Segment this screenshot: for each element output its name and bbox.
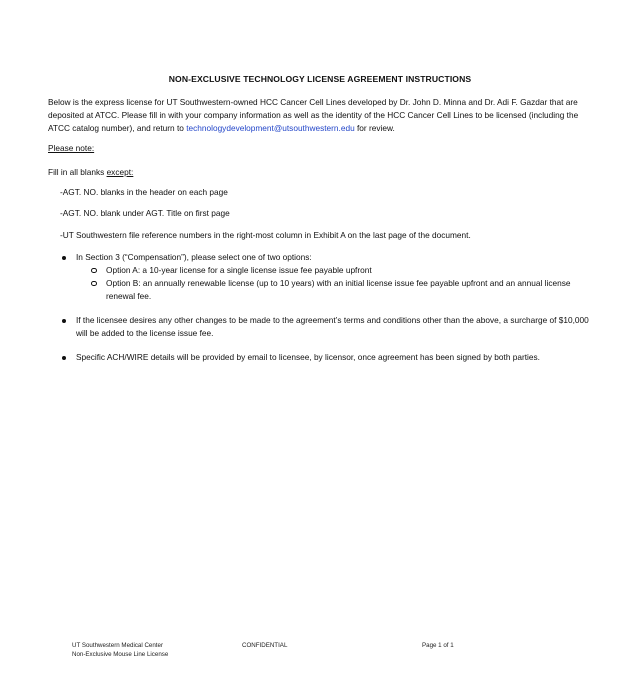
bullet-text: In Section 3 (“Compensation”), please select one of two options: bbox=[76, 252, 312, 262]
dash-line-title: -AGT. NO. blank under AGT. Title on first page bbox=[60, 208, 230, 218]
fill-prefix: Fill in all blanks bbox=[48, 167, 107, 177]
intro-text: Below is the express license for UT Southwestern-owned HCC Cancer Cell Lines developed by Dr. John D. Minna and Dr. Adi F. Gazdar that are deposited at ATCC. Please fill in with your company information as well as the identity of the HCC Cancer Cell Lines to be licensed (including the ATCC catalog number), and return to bbox=[48, 97, 579, 133]
please-note-heading: Please note: bbox=[48, 143, 95, 153]
intro-text-end: for review. bbox=[354, 123, 395, 133]
document-title: NON-EXCLUSIVE TECHNOLOGY LICENSE AGREEMENT INSTRUCTIONS bbox=[168, 74, 472, 84]
bullet-ach-wire: Specific ACH/WIRE details will be provided by email to licensee, by licensor, once agreement has been signed by both parties. bbox=[48, 351, 596, 364]
option-b: Option B: an annually renewable license (up to 10 years) with an initial license issue fee payable upfront and an annual license renewal fee. bbox=[76, 277, 596, 303]
instruction-bullets bbox=[48, 251, 596, 364]
bullet-surcharge: If the licensee desires any other changes to be made to the agreement’s terms and conditions other than the above, a surcharge of $10,000 will be added to the license issue fee. bbox=[48, 314, 596, 340]
email-link[interactable]: technologydevelopment@utsouthwestern.edu bbox=[186, 123, 355, 133]
dash-line-header: -AGT. NO. blanks in the header on each page bbox=[60, 187, 228, 197]
footer-license-name: Non-Exclusive Mouse Line License bbox=[72, 650, 169, 658]
dash-line-exhibit: -UT Southwestern file reference numbers in the right-most column in Exhibit A on the last page of the document. bbox=[60, 230, 471, 240]
fill-blanks-line bbox=[48, 166, 133, 179]
footer-left bbox=[72, 642, 168, 659]
footer-page-number: Page 1 of 1 bbox=[422, 642, 454, 649]
option-list bbox=[76, 264, 596, 303]
intro-paragraph bbox=[48, 96, 596, 135]
option-a: Option A: a 10-year license for a single license issue fee payable upfront bbox=[76, 264, 596, 277]
bullet-compensation bbox=[48, 251, 596, 303]
fill-except: except: bbox=[106, 167, 134, 177]
footer-institution: UT Southwestern Medical Center bbox=[72, 642, 164, 649]
footer-confidential: CONFIDENTIAL bbox=[242, 642, 288, 649]
